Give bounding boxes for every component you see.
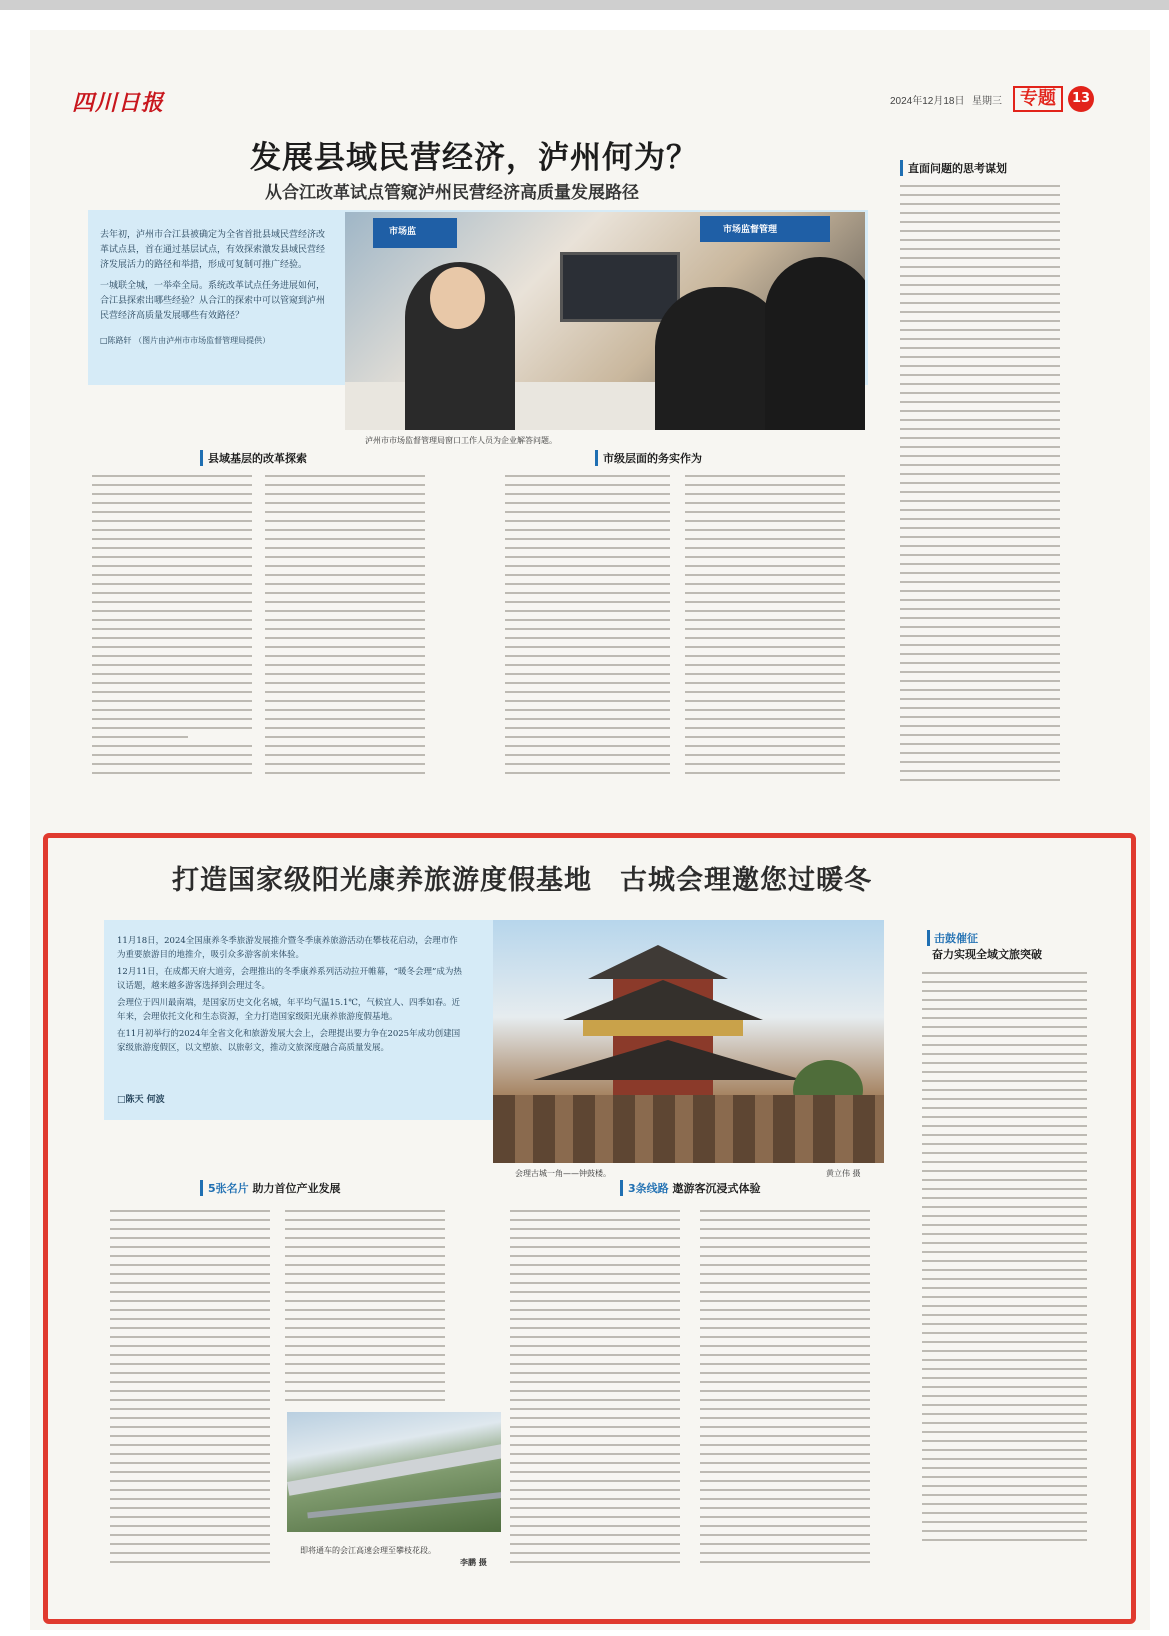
roof-shape — [588, 945, 728, 979]
section-head: 直面问题的思考谋划 — [900, 160, 1007, 176]
text-column — [505, 475, 670, 781]
office-sign-text: 市场监 — [389, 227, 417, 237]
monitor-shape — [560, 252, 680, 322]
section-head: 县域基层的改革探索 — [200, 450, 307, 466]
section-head-number: 5张名片 — [208, 1182, 249, 1195]
photo-caption: 泸州市市场监督管理局窗口工作人员为企业解答问题。 — [365, 436, 557, 445]
bridge-shape — [307, 1492, 501, 1519]
photo-caption: 会理古城一角——钟鼓楼。 — [515, 1169, 611, 1178]
page-number-badge: 13 — [1068, 86, 1094, 112]
lead-paragraph: 11月18日，2024全国康养冬季旅游发展推介暨冬季康养旅游活动在攀枝花启动，会理市作为重要旅游目的地推介，吸引众多游客前来体验。 — [117, 936, 458, 960]
section-head-number: 3条线路 — [628, 1182, 669, 1195]
section-tag: 专题 — [1013, 86, 1063, 112]
section-head — [620, 1180, 761, 1196]
lead-paragraph: 一城联全城，一举牵全局。系统改革试点任务进展如何，合江县探索出哪些经验？从合江的探索中可以管窥到泸州民营经济高质量发展哪些有效路径？ — [100, 281, 326, 321]
roof-shape — [563, 980, 763, 1020]
highway-photo — [287, 1412, 501, 1532]
side-column-head: 奋力实现全域文旅突破 — [932, 948, 1042, 961]
lead-text — [100, 228, 330, 324]
photo-caption: 即将通车的会江高速会理至攀枝花段。 — [300, 1546, 436, 1555]
section-head-text: 助力首位产业发展 — [252, 1182, 341, 1195]
issue-weekday: 星期三 — [972, 96, 1002, 107]
houses-shape — [493, 1095, 884, 1163]
side-column-tag: 击鼓催征 — [927, 930, 978, 946]
issue-date: 2024年12月18日 — [890, 96, 965, 107]
section-head-text: 遨游客沉浸式体验 — [672, 1182, 761, 1195]
text-column — [110, 1210, 270, 1570]
text-column — [510, 1210, 680, 1570]
main-headline: 发展县域民营经济，泸州何为？ — [250, 140, 698, 176]
person-shape — [765, 257, 865, 430]
lead-credit: □陈天 何波 — [117, 1095, 165, 1105]
lead-text — [117, 934, 463, 1055]
lead-paragraph: 去年初，泸州市合江县被确定为全省首批县域民营经济改革试点县，首在通过基层试点，有效探索激发县域民营经济发展活力的路径和举措，形成可复制可推广经验。 — [100, 230, 326, 270]
main-subheadline: 从合江改革试点管窥泸州民营经济高质量发展路径 — [265, 183, 639, 203]
road-shape — [287, 1437, 501, 1496]
tower-band-shape — [583, 1020, 743, 1036]
text-column — [900, 185, 1060, 788]
photo-credit: 黄立伟 摄 — [826, 1169, 861, 1178]
text-column — [265, 475, 425, 781]
lead-paragraph: 在11月初举行的2024年全省文化和旅游发展大会上，会理提出要力争在2025年成功创建国家级旅游度假区，以文塑旅、以旅彰文，推动文旅深度融合高质量发展。 — [117, 1029, 461, 1053]
section-head: 市级层面的务实作为 — [595, 450, 702, 466]
lead-credit: □陈路轩 （图片由泸州市市场监督管理局提供） — [100, 336, 271, 345]
roof-shape — [533, 1040, 803, 1080]
office-photo — [345, 212, 865, 430]
text-column — [685, 475, 845, 781]
office-sign-text: 市场监督管理 — [723, 225, 778, 235]
text-column — [92, 475, 252, 781]
lead-paragraph: 12月11日，在成都天府大道旁，会理推出的冬季康养系列活动拉开帷幕，“暖冬会理”成为热议话题，越来越多游客选择到会理过冬。 — [117, 967, 462, 991]
top-border — [0, 0, 1169, 10]
text-column — [700, 1210, 870, 1570]
text-column — [285, 1210, 445, 1408]
section-head — [200, 1180, 341, 1196]
face-shape — [430, 267, 485, 329]
lead-paragraph: 会理位于四川最南端，是国家历史文化名城，年平均气温15.1℃，气候宜人、四季如春。近年来，会理依托文化和生态资源，全力打造国家级阳光康养旅游度假基地。 — [117, 998, 460, 1022]
ancient-tower-photo — [493, 920, 884, 1163]
text-column — [922, 972, 1087, 1548]
photo-credit: 李鹏 摄 — [460, 1558, 487, 1567]
featured-headline: 打造国家级阳光康养旅游度假基地 古城会理邀您过暖冬 — [172, 865, 872, 896]
masthead-logo: 四川日报 — [72, 90, 165, 116]
